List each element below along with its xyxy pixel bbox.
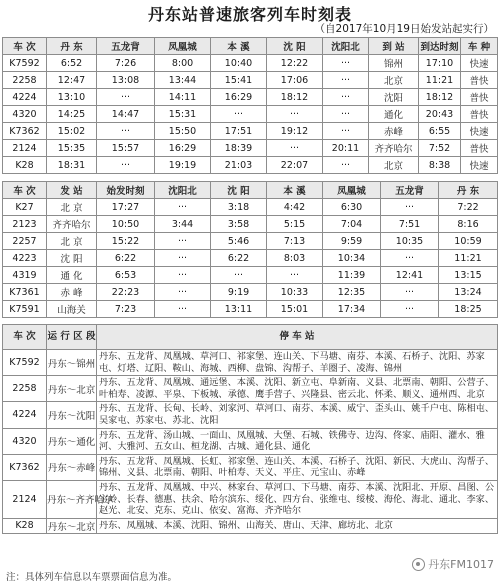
table-row (3, 480, 498, 518)
departure-header-cell: 到达时刻 (419, 38, 461, 55)
departure-cell: 13:10 (47, 89, 97, 106)
arrival-header-cell: 车 次 (3, 182, 47, 199)
stops-cell: 丹东、五龙背、汤山城、一面山、凤凰城、大堡、石城、铁佛寺、边沟、佟家、庙阳、灌水、雅河、大雅河、五女山、桓龙湖、古城、通化县、通化 (97, 428, 498, 454)
departure-header-cell: 到 站 (369, 38, 419, 55)
departure-cell: 7:26 (97, 55, 155, 72)
departure-timetable (2, 37, 498, 174)
departure-cell: 快速 (461, 123, 498, 140)
departure-cell: 15:57 (97, 140, 155, 157)
departure-cell: 12:47 (47, 72, 97, 89)
arrival-header-cell: 本 溪 (267, 182, 323, 199)
arrival-timetable (2, 181, 498, 318)
departure-cell: 17:06 (267, 72, 323, 89)
departure-cell: ··· (323, 123, 369, 140)
arrival-cell: 11:21 (439, 250, 498, 267)
departure-cell: K7362 (3, 123, 47, 140)
arrival-cell: 12:35 (323, 284, 381, 301)
arrival-cell: 17:34 (323, 301, 381, 318)
stops-cell: 丹东、五龙背、凤凰城、中兴、林家台、草河口、下马塘、南芬、本溪、沈阳北、开原、昌图、公主岭、长春、德惠、扶余、哈尔滨东、绥化、四方台、张维屯、绥棱、海伦、海北、通北、李家、赵光、北安、克东、克山、依安、富海、齐齐哈尔 (97, 480, 498, 518)
arrival-cell: 5:15 (267, 216, 323, 233)
stops-cell: 丹东、五龙背、凤凰城、长虹、祁家堡、连山关、本溪、石桥子、沈阳、新民、大虎山、沟帮子、锦州、义县、北票南、朝阳、叶柏寿、天义、平庄、元宝山、赤峰 (97, 454, 498, 480)
stops-cell: 丹东～通化 (47, 428, 97, 454)
arrival-cell: 6:22 (211, 250, 267, 267)
departure-cell: ··· (323, 89, 369, 106)
table-row (3, 267, 498, 284)
arrival-header-cell: 始发时刻 (97, 182, 155, 199)
departure-cell: 14:11 (155, 89, 211, 106)
arrival-header-cell: 凤凰城 (323, 182, 381, 199)
arrival-cell: 山海关 (47, 301, 97, 318)
arrival-cell: 4:42 (267, 199, 323, 216)
arrival-cell: 通 化 (47, 267, 97, 284)
table-row (3, 55, 498, 72)
arrival-cell: 10:59 (439, 233, 498, 250)
departure-cell: ··· (97, 123, 155, 140)
arrival-cell: K7591 (3, 301, 47, 318)
stops-cell: 丹东～北京 (47, 376, 97, 402)
departure-cell: 15:41 (211, 72, 267, 89)
departure-cell: 15:31 (155, 106, 211, 123)
departure-cell: 普快 (461, 72, 498, 89)
departure-cell: 7:52 (419, 140, 461, 157)
arrival-cell: 3:44 (155, 216, 211, 233)
table-row (3, 140, 498, 157)
table-row (3, 106, 498, 123)
departure-cell: ··· (323, 106, 369, 123)
arrival-cell: 18:25 (439, 301, 498, 318)
arrival-cell: 15:22 (97, 233, 155, 250)
departure-cell: K28 (3, 157, 47, 174)
arrival-cell: 6:22 (97, 250, 155, 267)
arrival-cell: 2123 (3, 216, 47, 233)
departure-cell: 北京 (369, 157, 419, 174)
departure-header-cell: 沈阳北 (323, 38, 369, 55)
departure-cell: 19:12 (267, 123, 323, 140)
stops-cell: 2258 (3, 376, 47, 402)
arrival-cell: 5:46 (211, 233, 267, 250)
departure-cell: 15:35 (47, 140, 97, 157)
table-row (3, 233, 498, 250)
table-row (3, 216, 498, 233)
table-row (3, 72, 498, 89)
arrival-cell: 沈 阳 (47, 250, 97, 267)
arrival-cell: 北 京 (47, 199, 97, 216)
departure-cell: 快速 (461, 157, 498, 174)
arrival-header-row (3, 182, 498, 199)
departure-cell: 8:00 (155, 55, 211, 72)
arrival-cell: ··· (381, 199, 439, 216)
stops-cell: K7592 (3, 350, 47, 376)
stops-table (2, 324, 498, 534)
departure-cell: ··· (97, 89, 155, 106)
departure-cell: K7592 (3, 55, 47, 72)
departure-cell: 12:22 (267, 55, 323, 72)
departure-cell: 15:50 (155, 123, 211, 140)
departure-header-row (3, 38, 498, 55)
departure-cell: 齐齐哈尔 (369, 140, 419, 157)
arrival-cell: 7:51 (381, 216, 439, 233)
arrival-cell: 10:33 (267, 284, 323, 301)
departure-cell: 普快 (461, 106, 498, 123)
stops-header-row (3, 325, 498, 350)
departure-cell: 20:43 (419, 106, 461, 123)
departure-cell: 18:12 (419, 89, 461, 106)
arrival-header-cell: 五龙背 (381, 182, 439, 199)
arrival-cell: ··· (381, 301, 439, 318)
departure-cell: 14:25 (47, 106, 97, 123)
departure-header-cell: 车 次 (3, 38, 47, 55)
arrival-cell: ··· (381, 284, 439, 301)
departure-cell: 17:10 (419, 55, 461, 72)
table-row (3, 284, 498, 301)
departure-cell: 普快 (461, 89, 498, 106)
table-row (3, 350, 498, 376)
arrival-cell: 10:50 (97, 216, 155, 233)
departure-cell: 20:11 (323, 140, 369, 157)
departure-cell: 赤峰 (369, 123, 419, 140)
departure-header-cell: 丹 东 (47, 38, 97, 55)
departure-header-cell: 沈 阳 (267, 38, 323, 55)
departure-cell: 10:40 (211, 55, 267, 72)
table-row (3, 89, 498, 106)
arrival-cell: 7:13 (267, 233, 323, 250)
departure-cell: 17:51 (211, 123, 267, 140)
arrival-cell: 3:58 (211, 216, 267, 233)
arrival-cell: 17:27 (97, 199, 155, 216)
wechat-logo-icon (412, 558, 425, 571)
table-row (3, 123, 498, 140)
departure-cell: 11:21 (419, 72, 461, 89)
arrival-cell: K27 (3, 199, 47, 216)
departure-header-cell: 五龙背 (97, 38, 155, 55)
arrival-cell: ··· (267, 267, 323, 284)
arrival-cell: 2257 (3, 233, 47, 250)
departure-cell: 6:55 (419, 123, 461, 140)
departure-cell: 14:47 (97, 106, 155, 123)
departure-cell: 8:38 (419, 157, 461, 174)
stops-cell: 丹东、五龙背、长甸、长岭、刘家河、草河口、南芬、本溪、威宁、歪头山、姚千户屯、陈相屯、吴家屯、苏家屯、苏北、沈阳 (97, 402, 498, 428)
arrival-cell: 9:59 (323, 233, 381, 250)
arrival-cell: ··· (155, 301, 211, 318)
arrival-cell: 15:01 (267, 301, 323, 318)
departure-cell: 4320 (3, 106, 47, 123)
departure-cell: 普快 (461, 140, 498, 157)
arrival-cell: 11:39 (323, 267, 381, 284)
watermark-text: 丹东FM1017 (428, 558, 494, 571)
table-row (3, 376, 498, 402)
table-row (3, 428, 498, 454)
arrival-cell: ··· (155, 250, 211, 267)
stops-cell: K28 (3, 518, 47, 533)
arrival-cell: ··· (155, 233, 211, 250)
arrival-cell: 4319 (3, 267, 47, 284)
departure-cell: 6:52 (47, 55, 97, 72)
arrival-cell: 6:30 (323, 199, 381, 216)
stops-cell: 丹东～齐齐哈尔 (47, 480, 97, 518)
table-row (3, 199, 498, 216)
departure-header-cell: 本 溪 (211, 38, 267, 55)
arrival-cell: 8:03 (267, 250, 323, 267)
stops-header-cell: 停 车 站 (97, 325, 498, 350)
departure-cell: 21:03 (211, 157, 267, 174)
stops-cell: 丹东、凤凰城、本溪、沈阳、锦州、山海关、唐山、天津、廊坊北、北京 (97, 518, 498, 533)
arrival-cell: 7:23 (97, 301, 155, 318)
stops-header-cell: 运 行 区 段 (47, 325, 97, 350)
stops-header-cell: 车 次 (3, 325, 47, 350)
departure-cell: 19:19 (155, 157, 211, 174)
arrival-cell: ··· (155, 199, 211, 216)
departure-cell: 15:02 (47, 123, 97, 140)
arrival-cell: 13:15 (439, 267, 498, 284)
arrival-cell: 12:41 (381, 267, 439, 284)
arrival-cell: 22:23 (97, 284, 155, 301)
stops-cell: 丹东～赤峰 (47, 454, 97, 480)
arrival-cell: 4223 (3, 250, 47, 267)
footnote: 注：具体列车信息以车票票面信息为准。 (6, 572, 178, 583)
departure-cell: 北京 (369, 72, 419, 89)
arrival-cell: K7361 (3, 284, 47, 301)
departure-cell: ··· (211, 106, 267, 123)
departure-cell: 18:31 (47, 157, 97, 174)
stops-cell: 丹东～沈阳 (47, 402, 97, 428)
arrival-header-cell: 发 站 (47, 182, 97, 199)
page-subtitle: （自2017年10月19日始发站起实行） (314, 23, 494, 35)
stops-cell: 4224 (3, 402, 47, 428)
arrival-cell: 7:04 (323, 216, 381, 233)
arrival-cell: 3:18 (211, 199, 267, 216)
stops-cell: 丹东～锦州 (47, 350, 97, 376)
stops-cell: 4320 (3, 428, 47, 454)
arrival-cell: 13:24 (439, 284, 498, 301)
arrival-cell: ··· (381, 250, 439, 267)
stops-cell: 丹东、五龙背、凤凰城、通远堡、本溪、沈阳、新立屯、阜新南、义县、北票南、朝阳、公营子、叶柏寿、凌源、平泉、下板城、承德、鹰手营子、兴隆县、密云北、怀柔、顺义、通州西、北京 (97, 376, 498, 402)
departure-cell: ··· (323, 55, 369, 72)
page-title: 丹东站普速旅客列车时刻表 (147, 5, 352, 24)
arrival-cell: 北 京 (47, 233, 97, 250)
departure-header-cell: 凤凰城 (155, 38, 211, 55)
arrival-cell: ··· (211, 267, 267, 284)
departure-cell: 4224 (3, 89, 47, 106)
arrival-cell: ··· (155, 267, 211, 284)
arrival-cell: 齐齐哈尔 (47, 216, 97, 233)
departure-cell: 通化 (369, 106, 419, 123)
departure-cell: 2124 (3, 140, 47, 157)
stops-cell: K7362 (3, 454, 47, 480)
departure-cell: 沈阳 (369, 89, 419, 106)
departure-cell: 16:29 (211, 89, 267, 106)
departure-cell: 16:29 (155, 140, 211, 157)
watermark (412, 556, 494, 572)
departure-cell: 快速 (461, 55, 498, 72)
departure-cell: ··· (267, 106, 323, 123)
stops-cell: 丹东、五龙背、凤凰城、草河口、祁家堡、连山关、下马塘、南芬、本溪、石桥子、沈阳、苏家屯、灯塔、辽阳、鞍山、海城、西柳、盘锦、沟帮子、羊圈子、凌海、锦州 (97, 350, 498, 376)
departure-cell: 13:44 (155, 72, 211, 89)
arrival-cell: 10:34 (323, 250, 381, 267)
departure-cell: 18:12 (267, 89, 323, 106)
table-row (3, 454, 498, 480)
departure-cell: ··· (323, 157, 369, 174)
table-row (3, 250, 498, 267)
arrival-cell: 赤 峰 (47, 284, 97, 301)
departure-cell: 18:39 (211, 140, 267, 157)
table-row (3, 402, 498, 428)
arrival-cell: 10:35 (381, 233, 439, 250)
arrival-cell: 13:11 (211, 301, 267, 318)
departure-cell: ··· (97, 157, 155, 174)
departure-cell: ··· (267, 140, 323, 157)
arrival-cell: 8:16 (439, 216, 498, 233)
departure-cell: 锦州 (369, 55, 419, 72)
departure-cell: ··· (323, 72, 369, 89)
departure-cell: 13:08 (97, 72, 155, 89)
stops-cell: 丹东～北京 (47, 518, 97, 533)
arrival-cell: 7:22 (439, 199, 498, 216)
stops-cell: 2124 (3, 480, 47, 518)
departure-cell: 22:07 (267, 157, 323, 174)
arrival-cell: 6:53 (97, 267, 155, 284)
arrival-header-cell: 沈 阳 (211, 182, 267, 199)
arrival-header-cell: 丹 东 (439, 182, 498, 199)
arrival-cell: 9:19 (211, 284, 267, 301)
departure-cell: 2258 (3, 72, 47, 89)
arrival-header-cell: 沈阳北 (155, 182, 211, 199)
departure-header-cell: 车 种 (461, 38, 498, 55)
arrival-cell: ··· (155, 284, 211, 301)
table-row (3, 518, 498, 533)
table-row (3, 301, 498, 318)
table-row (3, 157, 498, 174)
